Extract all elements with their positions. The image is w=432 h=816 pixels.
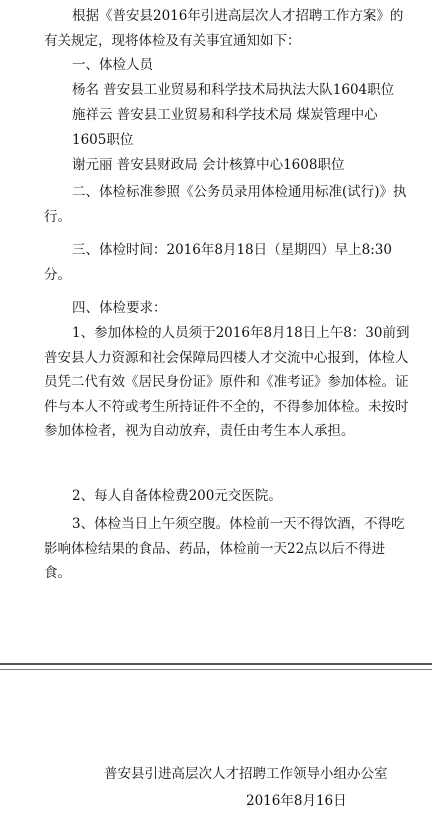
- signature-date: 2016年8月16日: [246, 793, 347, 809]
- intro-paragraph: 根据《普安县2016年引进高层次人才招聘工作方案》的有关规定，现将体检及有关事宜通知如下：: [44, 8, 404, 49]
- requirement-3: 3、体检当日上午须空腹。体检前一天不得饮酒，不得吃影响体检结果的食品、药品，体检前一天22点以后不得进食。: [44, 516, 405, 581]
- signature-organization: 普安县引进高层次人才招聘工作领导小组办公室: [104, 766, 388, 782]
- page-separator-bottom: [0, 669, 432, 670]
- requirement-2: 2、每人自备体检费200元交医院。: [72, 488, 282, 504]
- person-1: 杨名 普安县工业贸易和科学技术局执法大队1604职位: [72, 82, 395, 98]
- section-3-paragraph: 三、体检时间：2016年8月18日（星期四）早上8:30分。: [44, 242, 392, 283]
- person-2-line-2: 1605职位: [72, 132, 134, 148]
- section-1-title: 一、体检人员: [72, 57, 153, 73]
- section-2-paragraph: 二、体检标准参照《公务员录用体检通用标准(试行)》执行。: [44, 184, 407, 225]
- person-2-line-1: 施祥云 普安县工业贸易和科学技术局 煤炭管理中心: [72, 107, 378, 123]
- requirement-1: 1、参加体检的人员须于2016年8月18日上午8：30前到普安县人力资源和社会保障局四楼人才交流中心报到，体检人员凭二代有效《居民身份证》原件和《准考证》参加体检。证件与本人不符或考生所持证件不全的，不得参加体检。未按时参加体检者，视为自动放弃，责任由考生本人承担。: [44, 325, 410, 439]
- page-separator-top: [0, 663, 432, 665]
- section-4-title: 四、体检要求：: [72, 300, 167, 316]
- person-3: 谢元丽 普安县财政局 会计核算中心1608职位: [72, 157, 345, 173]
